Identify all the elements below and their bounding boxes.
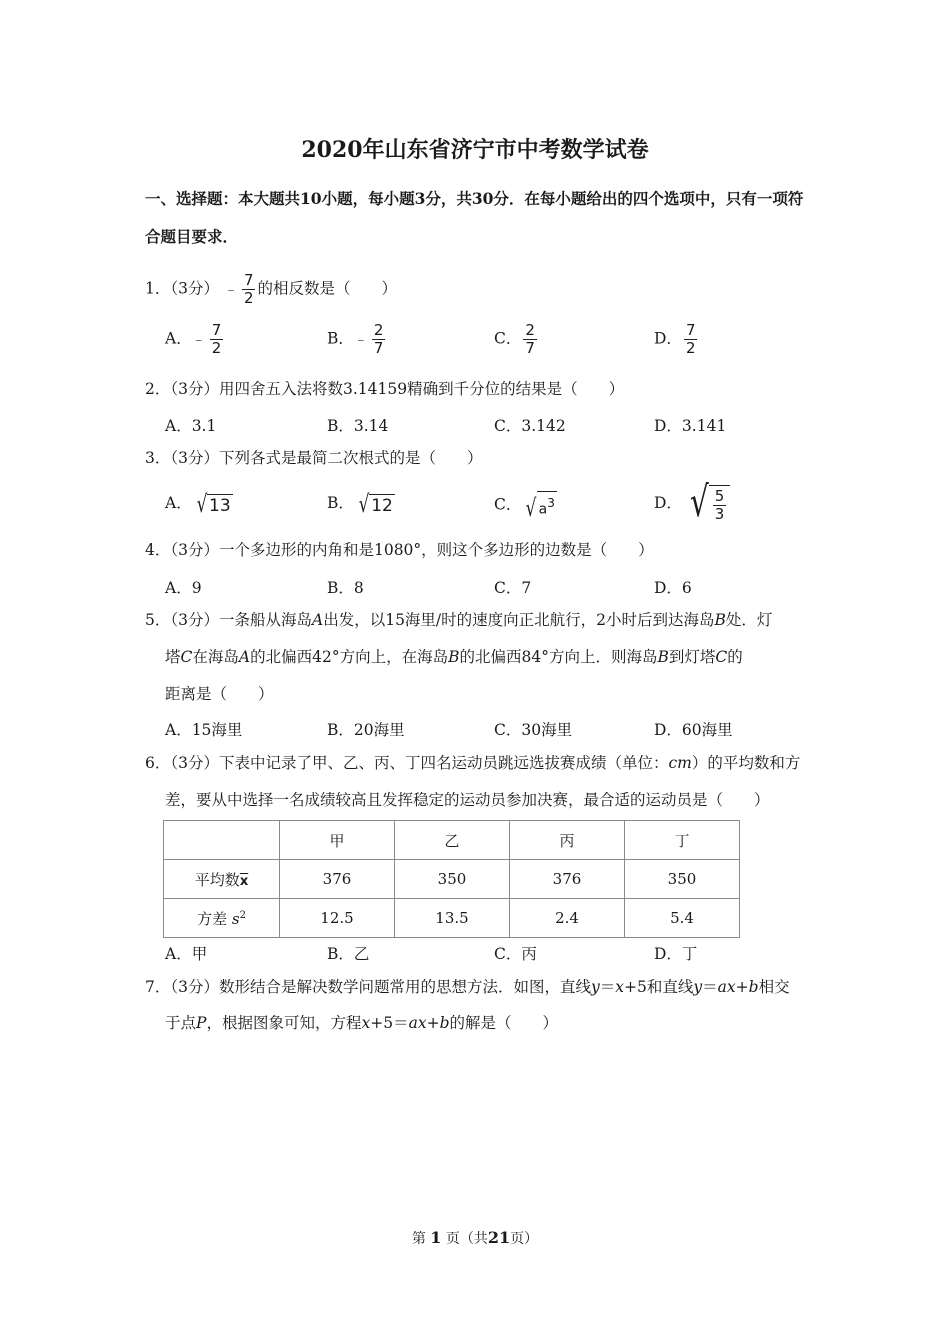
option-c[interactable]: C．丙 (494, 945, 537, 963)
question-text: 的相反数是（ ） (257, 279, 397, 298)
fraction: $\frac{5}{3}$ (714, 487, 725, 523)
table-header-row (164, 821, 740, 860)
table-row (164, 860, 740, 899)
option-a[interactable]: A．3.1 (165, 417, 217, 435)
option-b[interactable]: B．20海里 (327, 721, 405, 739)
question-1 (145, 272, 397, 307)
question-number: 1． (145, 279, 171, 298)
option-d[interactable]: D． √ $\frac{5}{3}$ (654, 481, 730, 523)
radical: √ 12 (358, 490, 393, 518)
option-b[interactable]: B．乙 (327, 945, 370, 963)
option-a[interactable]: A．15海里 (165, 721, 243, 739)
option-d[interactable]: D．丁 (654, 945, 698, 963)
page-title: 2020年山东省济宁市中考数学试卷 (301, 137, 649, 163)
option-d[interactable]: D．6 (654, 579, 692, 597)
table-cell: 350 (395, 860, 510, 899)
question-6-line-1: 6．（3分）下表中记录了甲、乙、丙、丁四名运动员跳远选拔赛成绩（单位：cm）的平均数和方 (145, 754, 801, 772)
question-7-line-1: 7．（3分）数形结合是解决数学问题常用的思想方法．如图，直线y＝x+5和直线y＝ax+b相交 (145, 978, 790, 996)
question-5-line-3: 距离是（ ） (165, 685, 274, 703)
score-table (163, 820, 740, 938)
option-a[interactable]: A．甲 (165, 945, 208, 963)
question-7-line-2: 于点P，根据图象可知，方程x+5＝ax+b的解是（ ） (165, 1014, 559, 1032)
question-5-line-2: 塔C在海岛A的北偏西42°方向上，在海岛B的北偏西84°方向上．则海岛B到灯塔C的 (165, 648, 743, 666)
option-c[interactable]: C．30海里 (494, 721, 573, 739)
section-heading: 一、选择题：本大题共10小题，每小题3分，共30分．在每小题给出的四个选项中，只有一项符合题目要求． (145, 189, 804, 246)
question-3: 3．（3分）下列各式是最简二次根式的是（ ） (145, 449, 483, 467)
option-c[interactable]: C． $\frac{2}{7}$ (494, 321, 535, 357)
option-b[interactable]: B． √ 12 (327, 490, 393, 518)
row-label: 方差 $s^2$ (164, 899, 280, 938)
option-c[interactable]: C．7 (494, 579, 532, 597)
option-c[interactable]: C．3.142 (494, 417, 566, 435)
table-header: 甲 (280, 821, 395, 860)
table-cell: 12.5 (280, 899, 395, 938)
fraction: $\frac{2}{7}$ (525, 321, 535, 357)
fraction: $\frac{7}{2}$ (685, 321, 696, 357)
question-6-line-2: 差，要从中选择一名成绩较高且发挥稳定的运动员参加决赛，最合适的运动员是（ ） (165, 791, 770, 809)
option-d[interactable]: D．60海里 (654, 721, 733, 739)
fraction: $\frac{7}{2}$ (243, 271, 254, 307)
table-header: 丁 (625, 821, 740, 860)
page-number: 1 (430, 1228, 442, 1247)
table-header: 丙 (510, 821, 625, 860)
table-header: 乙 (395, 821, 510, 860)
option-b[interactable]: B．﹣ $\frac{2}{7}$ (327, 321, 384, 357)
question-2: 2．（3分）用四舍五入法将数3.14159精确到千分位的结果是（ ） (145, 380, 625, 398)
table-cell: 5.4 (625, 899, 740, 938)
option-a[interactable]: A． √ 13 (165, 490, 231, 518)
fraction: $\frac{7}{2}$ (211, 321, 222, 357)
option-a[interactable]: A．﹣ $\frac{7}{2}$ (165, 321, 222, 357)
table-cell: 350 (625, 860, 740, 899)
question-4: 4．（3分）一个多边形的内角和是1080°，则这个多边形的边数是（ ） (145, 541, 654, 559)
option-b[interactable]: B．8 (327, 579, 364, 597)
table-cell: 376 (510, 860, 625, 899)
table-header (164, 821, 280, 860)
option-b[interactable]: B．3.14 (327, 417, 389, 435)
question-5-line-1: 5．（3分）一条船从海岛A出发，以15海里/时的速度向正北航行，2小时后到达海岛B处．灯 (145, 611, 773, 629)
option-c[interactable]: C． √ $a^3$ (494, 491, 557, 520)
table-cell: 13.5 (395, 899, 510, 938)
radical: √ $a^3$ (521, 491, 557, 520)
page-total: 21 (487, 1228, 511, 1247)
option-d[interactable]: D． $\frac{7}{2}$ (654, 321, 696, 357)
table-row (164, 899, 740, 938)
question-score: （3分） (170, 279, 219, 298)
minus-sign: ﹣ (223, 281, 238, 298)
fraction: $\frac{2}{7}$ (373, 321, 384, 357)
table-cell: 376 (280, 860, 395, 899)
option-a[interactable]: A．9 (165, 579, 202, 597)
page-footer: 第 1 页（共21页） (411, 1228, 539, 1247)
radical: √ $\frac{5}{3}$ (682, 481, 730, 523)
row-label: 平均数$\overline{x}$ (164, 860, 280, 899)
table-cell: 2.4 (510, 899, 625, 938)
radical: √ 13 (196, 490, 231, 518)
option-d[interactable]: D．3.141 (654, 417, 727, 435)
